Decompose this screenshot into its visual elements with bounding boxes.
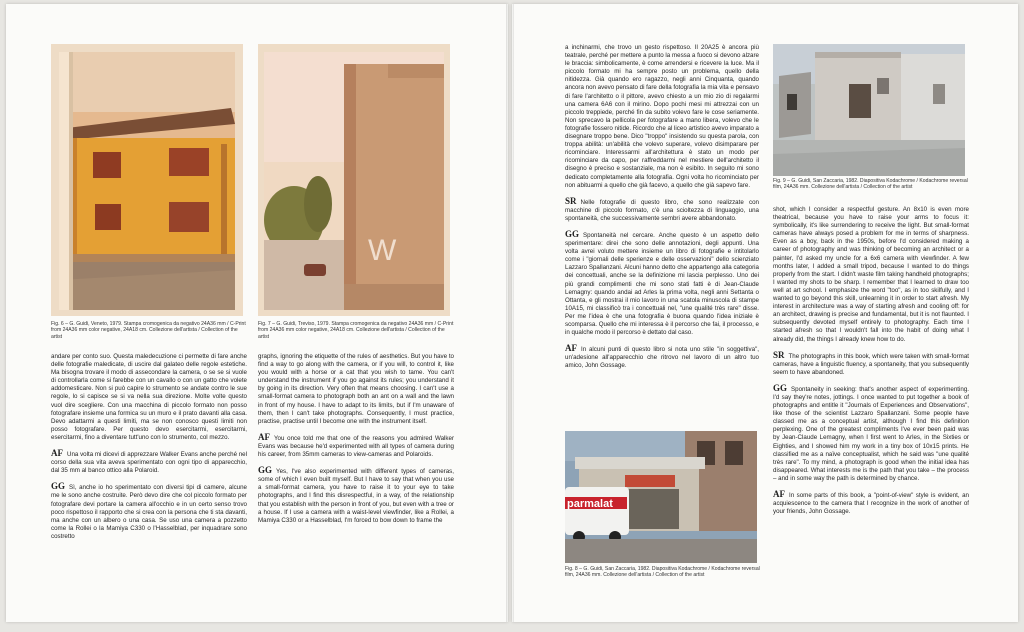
paragraph-text: andare per conto suo. Questa maledecuzione ci permette di fare anche delle fotografie maledicate, di uscire dal galateo delle regole estetiche. Ma bisogna trovare il modo di assecondare la camera, o se se si vuole di controllarla come si farebbe con un cavallo o con un gatto che volete addomesticare. Non si può capire lo strumento se andate contro le sue regole, lo si capisce se si va nella sua direzione. Molte volte questo vuol dire scegliere. Con una macchina di piccolo formato non posso fotografare insieme una formica su un muro e il prato davanti alla casa. Devo adattarmi a questi limiti, ma se non conosco questi limiti non posso fotografare. Per questo devo esercitarmi, esercitarmi, esercitarmi, fino a diventare tutt'uno con lo strumento, col mezzo.: [51, 353, 247, 441]
paragraph-text: The photographs in this book, which were taken with small-format cameras, have a linguistic fluency, a spontaneity, that you subsequently seem to have abandoned.: [773, 352, 969, 376]
caption-fig8: Fig. 8 – G. Guidi, San Zaccaria, 1982. Diapositiva Kodachrome / Kodachrome reversal film, 24A36 mm. Collezione dell'artista / Collection of the artist: [565, 566, 760, 579]
photo-fig9: [773, 44, 965, 176]
svg-text:W: W: [368, 234, 397, 267]
speaker-initials: GG: [258, 465, 273, 476]
paragraph: [258, 433, 454, 459]
speaker-initials: AF: [773, 489, 785, 499]
paragraph-text: In some parts of this book, a "point-of-view" style is evident, an acquiescence to the camera that I recognize in the work of another of your friends, John Gossage.: [773, 492, 969, 516]
right-column-1: [565, 44, 759, 377]
paragraph: [773, 206, 969, 344]
paragraph: [773, 490, 969, 516]
paragraph: [51, 353, 247, 442]
paragraph-text: Sì, anche io ho sperimentato con diversi tipi di camere, alcune me le sono anche costruite. Però devo dire che col piccolo formato per fotografare devi portare la camera all'occhio e in un certo senso trovo poco rispettoso il rapporto che si crea con la persona che ti sta davanti, ma anche con un albero o una casa. Se uso una camera a pozzetto come la Rollei o la Mamiya C330 o l'Hasselblad, per inquadrare sono costretto: [51, 484, 247, 540]
paragraph: [258, 353, 454, 426]
paragraph-text: Yes, I've also experimented with different types of cameras, some of which I even built myself. But I have to say that when you use a small-format camera, you have to raise it to your eye to take photographs, and I find this disrespectful, in a way, of the relationship that you establish with the person in front of you, but even with a tree or a house. If I use a camera with a waist-level viewfinder, like a Rollei, a Mamiya C330 or a Hasselblad, I'm forced to bow down to frame the: [258, 468, 454, 524]
paragraph: [51, 449, 247, 475]
left-column-2: [258, 353, 454, 532]
paragraph: [565, 197, 759, 223]
speaker-initials: AF: [258, 431, 270, 442]
parmalat-sign: parmalat: [567, 498, 613, 510]
paragraph: [773, 351, 969, 377]
paragraph-text: Spontaneity in seeking: that's another aspect of experimenting. I'd say they're notes, jottings. I once wanted to put together a book of photographs and entitle it "Journals of Experiences and Observations", like those of the scientist Lazzaro Spallanzani. Some people have classed me as a conceptual artist, although I find this definition perplexing. One of the greatest compliments I've ever been paid was by Jean-Claude Lemagny, when I first went to Arles, in the Sixties or Eighties, and I showed him my work in a tiny box of 10x15 prints. He classified me as a naïve conceptualist, which he said was "une qualité très rare". To my mind, a photograph is good when the initial idea has disappeared. What interests me is the path that you take – the process – and in some way the path is determined by chance.: [773, 385, 969, 482]
speaker-initials: SR: [565, 195, 577, 206]
paragraph: [51, 482, 247, 541]
paragraph-text: graphs, ignoring the etiquette of the rules of aesthetics. But you have to find a way to go along with the camera, or if you will, to control it, like you would with a horse or a cat that you wish to tame. You can't understand the instrument if you go against its rules; you understand it by going in its direction. Very often that means choosing. I can't use a small-format camera to photograph both an ant on a wall and the lawn in front of my house. I have to adapt to its limits, but if I'm unaware of them, then I can't take photographs. Consequently, I must practice, practise, practise until I become one with the instrument itself.: [258, 353, 454, 425]
paragraph: [258, 466, 454, 525]
paragraph-text: In alcuni punti di questo libro si nota uno stile "in soggettiva", un'adesione all'apparecchio che ritrovo nel lavoro di un altro tuo amico, John Gossage.: [565, 346, 759, 370]
left-column-1: [51, 353, 247, 548]
speaker-initials: AF: [565, 343, 577, 354]
paragraph-text: Una volta mi dicevi di apprezzare Walker Evans anche perché nel corso della sua vita aveva sperimentato con ogni tipo di apparecchio, dal 35 mm al banco ottico alla Polaroid.: [51, 451, 247, 475]
right-column-2: [773, 206, 969, 523]
photo-fig8: [565, 431, 757, 563]
paragraph: [565, 230, 759, 337]
paragraph: [773, 384, 969, 483]
paragraph: [565, 44, 759, 190]
caption-fig9: Fig. 9 – G. Guidi, San Zaccaria, 1982. Diapositiva Kodachrome / Kodachrome reversal film, 24A36 mm. Collezione dell'artista / Collection of the artist: [773, 178, 968, 191]
paragraph: [565, 344, 759, 370]
speaker-initials: GG: [565, 228, 580, 239]
speaker-initials: GG: [773, 382, 788, 393]
paragraph-text: You once told me that one of the reasons you admired Walker Evans was because he'd experimented with all types of camera during his career, from 35mm cameras to view-cameras and Polaroids.: [258, 434, 454, 459]
speaker-initials: AF: [51, 448, 63, 459]
paragraph-text: Spontaneità nel cercare. Anche questo è un aspetto dello sperimentare: direi che sono delle annotazioni, degli appunti. Una volta avrei voluto mettere insieme un libro di fotografie e intitolarlo come i "giornali delle sperienze e delle osservazioni" dello scienziato Lazzaro Spallanzani. Alcuni hanno detto che appartengo alla categoria dei concettuali, anche se la definizione mi lascia perplesso. Uno dei più grandi complimenti che mi sono stati fatti è di Jean-Claude Lemagny: quando andai ad Arles la prima volta, negli anni Settanta o Ottanta, e gli mostrai il mio lavoro in una scatola minuscola di stampe 10A15, mi classificò tra i concettuali nel, "une qualité très rare" disse. Per me l'idea è che una fotografia è buona quando l'idea iniziale è scomparsa. Quello che mi interessa è il percorso che fai, il processo, e in qualche modo il percorso è dettato dal caso.: [565, 231, 759, 337]
paragraph-text: a inchinarmi, che trovo un gesto rispettoso. Il 20A25 è ancora più teatrale, perché per mettere a punto la messa a fuoco si devono alzare le braccia: simbolicamente, è come arrendersi e ricevere la luce. Ma il piccolo formato mi ha sempre posto un problema, quello della nitidezza. Già quando ero ragazzo, negli anni Cinquanta, quando ancora non avevo pensato di fare della fotografia la mia vita e pensavo di fare l'architetto o il pittore, avevo chiesto a un mio zio di regalarmi una camera 6A6 con il mirino. Dopo pochi mesi mi attrezzai con un piccolo treppiede, perché fin da subito volevo fare le cose seriamente. Non sprecavo la pellicola per fotografare a mano libera, volevo che le fotografie fossero nitide. Ricordo che al liceo artistico avevo imparato a disegnare troppo bene. Dico "troppo" insistendo su questa parola, con troppa abilità: un'abilità che volevo superare, volevo disimparare per ricominciare. Interessarmi all'architettura è stato un modo per ricominciare da capo, per raffreddarmi nel mestiere dell'architetto il disegno è preciso e sostanziale, ma non è esibito. In seguito mi sono dedicato completamente alla fotografia. Ogni volta ho ricominciato per non abituarmi a quello che già facevo, a quello che già sapevo fare.: [565, 44, 759, 189]
speaker-initials: GG: [51, 481, 66, 492]
photo-fig7: [258, 44, 450, 316]
paragraph-text: Nelle fotografie di questo libro, che sono realizzate con macchine di piccolo formato, c'è una scioltezza di linguaggio, una spontaneità, che successivamente sembri avere abbandonato.: [565, 198, 759, 222]
caption-fig7: Fig. 7 – G. Guidi, Treviso, 1979. Stampa cromogenica da negativo 24A36 mm / C-Print from 24A36 mm color negative, 24A18 cm. Collezione dell'artista / Collection of the artist: [258, 321, 454, 340]
photo-fig6: [51, 44, 243, 316]
caption-fig6: Fig. 6 – G. Guidi, Veneto, 1979. Stampa cromogenica da negativo 24A36 mm / C-Print from 24A36 mm color negative, 24A18 cm. Collezione dell'artista / Collection of the artist: [51, 321, 246, 340]
paragraph-text: shot, which I consider a respectful gesture. An 8x10 is even more theatrical, because you have to raise your arms to focus it: symbolically, it's like surrendering to receive the light. But small-format cameras have always posed a problem for me in terms of sharpness. Even as a boy, back in the 1950s, before I'd considered making a career of photography and was thinking of becoming an architect or a painter, I'd asked my uncle for a 6x6 camera with viewfinder. A few months later, I added a small tripod, because I wanted to do things properly from the start. I didn't waste film taking handheld photographs; I wanted my shots to be sharp. I remember that I learned to draw too well at art school. I emphasize the word "too", as in too skilfully, and I wanted to go beyond this skill, unlearning it in order to start afresh. My interest in architecture was a way of starting afresh and cooling off: for an architect, drawing is precise and fundamental, but it is not flaunted. I subsequently devoted myself entirely to photography. Each time I started afresh so that I wouldn't fall into the habit of doing what I already did, the things I already knew how to do.: [773, 206, 969, 343]
speaker-initials: SR: [773, 349, 785, 360]
book-gutter: [506, 4, 514, 622]
